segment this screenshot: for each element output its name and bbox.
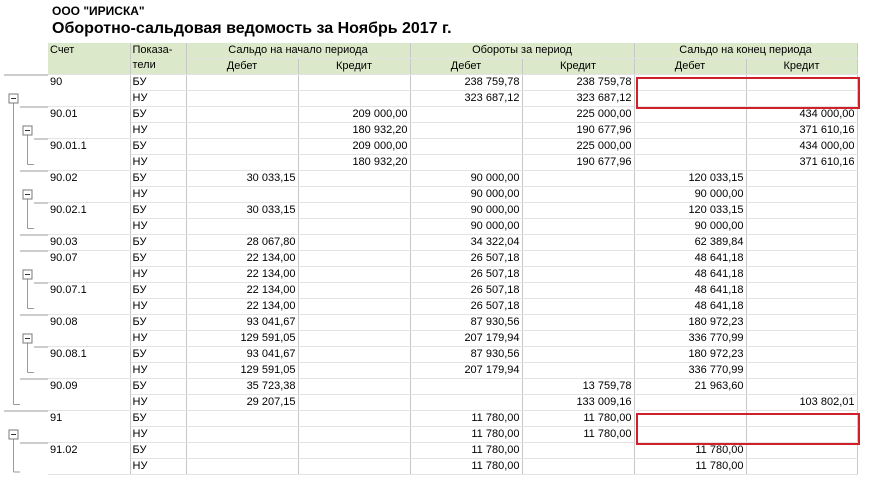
opening-debit-cell: 35 723,38	[186, 379, 298, 395]
closing-credit-cell: 103 802,01	[746, 395, 857, 411]
turnover-debit-cell	[410, 123, 522, 139]
minus-box-icon[interactable]	[9, 430, 18, 439]
turnover-debit-cell	[410, 155, 522, 171]
opening-debit-cell	[186, 91, 298, 107]
turnover-credit-cell	[522, 363, 634, 379]
table-row	[48, 219, 857, 235]
opening-credit-cell	[298, 235, 410, 251]
turnover-debit-cell: 26 507,18	[410, 283, 522, 299]
closing-debit-cell: 48 641,18	[634, 251, 746, 267]
account-code: 90.09	[48, 379, 130, 411]
header-opening-debit: Дебет	[186, 59, 298, 75]
opening-credit-cell	[298, 283, 410, 299]
opening-debit-cell: 22 134,00	[186, 251, 298, 267]
account-code: 90.01.1	[48, 139, 130, 171]
closing-debit-cell: 180 972,23	[634, 347, 746, 363]
opening-debit-cell	[186, 219, 298, 235]
indicator-cell: НУ	[130, 459, 186, 475]
opening-credit-cell: 180 932,20	[298, 123, 410, 139]
turnover-debit-cell: 323 687,12	[410, 91, 522, 107]
indicator-cell: БУ	[130, 107, 186, 123]
highlight-box-91-closing	[636, 413, 860, 445]
indicator-cell: БУ	[130, 283, 186, 299]
header-indicators: Показа- тели	[130, 43, 186, 75]
opening-debit-cell: 29 207,15	[186, 395, 298, 411]
opening-debit-cell	[186, 107, 298, 123]
turnover-credit-cell: 133 009,16	[522, 395, 634, 411]
opening-credit-cell	[298, 267, 410, 283]
opening-debit-cell: 93 041,67	[186, 347, 298, 363]
closing-credit-cell	[746, 331, 857, 347]
indicator-cell: БУ	[130, 139, 186, 155]
closing-credit-cell: 371 610,16	[746, 155, 857, 171]
indicator-cell: БУ	[130, 75, 186, 91]
closing-credit-cell	[746, 267, 857, 283]
closing-debit-cell: 62 389,84	[634, 235, 746, 251]
turnover-debit-cell	[410, 395, 522, 411]
closing-credit-cell	[746, 203, 857, 219]
opening-credit-cell	[298, 347, 410, 363]
turnover-debit-cell: 26 507,18	[410, 267, 522, 283]
turnover-credit-cell	[522, 331, 634, 347]
turnover-credit-cell	[522, 187, 634, 203]
turnover-debit-cell	[410, 379, 522, 395]
header-account: Счет	[48, 43, 130, 75]
closing-debit-cell: 48 641,18	[634, 267, 746, 283]
closing-debit-cell: 336 770,99	[634, 363, 746, 379]
indicator-cell: НУ	[130, 123, 186, 139]
indicator-cell: БУ	[130, 379, 186, 395]
opening-debit-cell	[186, 75, 298, 91]
report-title: Оборотно-сальдовая ведомость за Ноябрь 2017 г.	[52, 20, 452, 37]
opening-credit-cell	[298, 395, 410, 411]
closing-credit-cell	[746, 251, 857, 267]
table-row	[48, 171, 857, 187]
opening-debit-cell	[186, 459, 298, 475]
opening-credit-cell: 209 000,00	[298, 107, 410, 123]
turnover-credit-cell	[522, 171, 634, 187]
opening-debit-cell: 22 134,00	[186, 267, 298, 283]
indicator-cell: НУ	[130, 299, 186, 315]
opening-debit-cell: 93 041,67	[186, 315, 298, 331]
account-code: 90.02	[48, 171, 130, 203]
table-row	[48, 139, 857, 155]
closing-credit-cell	[746, 219, 857, 235]
opening-credit-cell	[298, 251, 410, 267]
opening-credit-cell	[298, 315, 410, 331]
opening-credit-cell	[298, 459, 410, 475]
header-turnover-credit: Кредит	[522, 59, 634, 75]
turnover-debit-cell: 207 179,94	[410, 331, 522, 347]
closing-credit-cell	[746, 459, 857, 475]
opening-credit-cell	[298, 363, 410, 379]
turnover-debit-cell: 87 930,56	[410, 347, 522, 363]
closing-credit-cell	[746, 347, 857, 363]
table-row	[48, 267, 857, 283]
header-closing-credit: Кредит	[746, 59, 857, 75]
turnover-debit-cell: 11 780,00	[410, 411, 522, 427]
closing-debit-cell: 120 033,15	[634, 171, 746, 187]
turnover-debit-cell: 11 780,00	[410, 459, 522, 475]
minus-box-icon[interactable]	[23, 126, 32, 135]
indicator-cell: БУ	[130, 411, 186, 427]
closing-debit-cell: 11 780,00	[634, 459, 746, 475]
turnover-debit-cell: 26 507,18	[410, 251, 522, 267]
opening-debit-cell: 28 067,80	[186, 235, 298, 251]
opening-debit-cell	[186, 411, 298, 427]
organization-name: ООО "ИРИСКА"	[52, 4, 145, 18]
table-row	[48, 203, 857, 219]
closing-credit-cell	[746, 171, 857, 187]
turnover-credit-cell	[522, 299, 634, 315]
turnover-debit-cell: 26 507,18	[410, 299, 522, 315]
indicator-cell: БУ	[130, 235, 186, 251]
opening-debit-cell: 30 033,15	[186, 203, 298, 219]
closing-debit-cell: 90 000,00	[634, 219, 746, 235]
opening-credit-cell	[298, 411, 410, 427]
closing-credit-cell	[746, 363, 857, 379]
closing-debit-cell: 11 780,00	[634, 443, 746, 459]
closing-debit-cell	[634, 155, 746, 171]
turnover-credit-cell: 190 677,96	[522, 155, 634, 171]
closing-debit-cell	[634, 395, 746, 411]
account-code: 90.07.1	[48, 283, 130, 315]
minus-box-icon[interactable]	[9, 94, 18, 103]
account-code: 90.03	[48, 235, 130, 251]
turnover-credit-cell	[522, 251, 634, 267]
tree-panel	[0, 0, 48, 478]
minus-box-icon[interactable]	[23, 270, 32, 279]
turnover-credit-cell	[522, 267, 634, 283]
turnover-debit-cell: 90 000,00	[410, 171, 522, 187]
opening-debit-cell: 30 033,15	[186, 171, 298, 187]
opening-credit-cell: 209 000,00	[298, 139, 410, 155]
table-row	[48, 187, 857, 203]
closing-debit-cell: 180 972,23	[634, 315, 746, 331]
table-row	[48, 235, 857, 251]
closing-credit-cell	[746, 315, 857, 331]
closing-debit-cell: 120 033,15	[634, 203, 746, 219]
opening-debit-cell	[186, 123, 298, 139]
opening-debit-cell: 22 134,00	[186, 299, 298, 315]
header-opening-credit: Кредит	[298, 59, 410, 75]
account-code: 90.08.1	[48, 347, 130, 379]
indicator-cell: НУ	[130, 155, 186, 171]
table-row	[48, 283, 857, 299]
table-row	[48, 155, 857, 171]
indicator-cell: БУ	[130, 203, 186, 219]
turnover-credit-cell: 238 759,78	[522, 75, 634, 91]
turnover-credit-cell	[522, 347, 634, 363]
header-turnover-debit: Дебет	[410, 59, 522, 75]
indicator-cell: БУ	[130, 171, 186, 187]
turnover-debit-cell: 238 759,78	[410, 75, 522, 91]
account-code: 91	[48, 411, 130, 443]
opening-debit-cell: 22 134,00	[186, 283, 298, 299]
indicator-cell: НУ	[130, 363, 186, 379]
account-code: 90.01	[48, 107, 130, 139]
closing-credit-cell	[746, 379, 857, 395]
turnover-debit-cell: 34 322,04	[410, 235, 522, 251]
turnover-debit-cell	[410, 107, 522, 123]
turnover-debit-cell: 90 000,00	[410, 219, 522, 235]
turnover-credit-cell	[522, 235, 634, 251]
turnover-credit-cell: 225 000,00	[522, 107, 634, 123]
opening-credit-cell	[298, 443, 410, 459]
turnover-credit-cell: 190 677,96	[522, 123, 634, 139]
opening-credit-cell	[298, 171, 410, 187]
highlight-box-90-closing	[636, 77, 860, 109]
header-closing-balance: Сальдо на конец периода	[634, 43, 857, 59]
indicator-cell: НУ	[130, 219, 186, 235]
opening-debit-cell	[186, 139, 298, 155]
account-code: 90.08	[48, 315, 130, 347]
turnover-credit-cell	[522, 203, 634, 219]
turnover-credit-cell	[522, 315, 634, 331]
header-opening-balance: Сальдо на начало периода	[186, 43, 410, 59]
table-row	[48, 379, 857, 395]
opening-debit-cell: 129 591,05	[186, 363, 298, 379]
turnover-credit-cell	[522, 443, 634, 459]
closing-debit-cell	[634, 139, 746, 155]
closing-debit-cell: 21 963,60	[634, 379, 746, 395]
table-row	[48, 459, 857, 475]
closing-credit-cell: 434 000,00	[746, 107, 857, 123]
table-row	[48, 123, 857, 139]
indicator-cell: НУ	[130, 267, 186, 283]
opening-credit-cell	[298, 379, 410, 395]
closing-debit-cell: 48 641,18	[634, 299, 746, 315]
turnover-debit-cell: 207 179,94	[410, 363, 522, 379]
indicator-cell: БУ	[130, 347, 186, 363]
header-turnover: Обороты за период	[410, 43, 634, 59]
table-row	[48, 395, 857, 411]
closing-credit-cell: 371 610,16	[746, 123, 857, 139]
opening-credit-cell	[298, 427, 410, 443]
indicator-cell: БУ	[130, 315, 186, 331]
closing-debit-cell	[634, 123, 746, 139]
closing-credit-cell	[746, 235, 857, 251]
opening-debit-cell	[186, 187, 298, 203]
table-row	[48, 331, 857, 347]
turnover-credit-cell	[522, 283, 634, 299]
opening-credit-cell: 180 932,20	[298, 155, 410, 171]
opening-credit-cell	[298, 299, 410, 315]
turnover-debit-cell: 90 000,00	[410, 203, 522, 219]
table-row	[48, 251, 857, 267]
closing-debit-cell: 90 000,00	[634, 187, 746, 203]
indicator-cell: БУ	[130, 443, 186, 459]
indicator-cell: НУ	[130, 395, 186, 411]
table-row	[48, 315, 857, 331]
closing-credit-cell	[746, 299, 857, 315]
opening-credit-cell	[298, 203, 410, 219]
account-code: 91.02	[48, 443, 130, 475]
minus-box-icon[interactable]	[23, 334, 32, 343]
indicator-cell: НУ	[130, 427, 186, 443]
turnover-credit-cell: 225 000,00	[522, 139, 634, 155]
opening-debit-cell: 129 591,05	[186, 331, 298, 347]
closing-credit-cell: 434 000,00	[746, 139, 857, 155]
indicator-cell: БУ	[130, 251, 186, 267]
opening-credit-cell	[298, 91, 410, 107]
turnover-credit-cell	[522, 219, 634, 235]
opening-debit-cell	[186, 155, 298, 171]
turnover-debit-cell: 11 780,00	[410, 427, 522, 443]
table-row	[48, 363, 857, 379]
opening-credit-cell	[298, 75, 410, 91]
account-code: 90.07	[48, 251, 130, 283]
minus-box-icon[interactable]	[23, 190, 32, 199]
header-closing-debit: Дебет	[634, 59, 746, 75]
closing-credit-cell	[746, 187, 857, 203]
table-row	[48, 347, 857, 363]
account-code: 90	[48, 75, 130, 107]
opening-credit-cell	[298, 331, 410, 347]
indicator-cell: НУ	[130, 331, 186, 347]
closing-credit-cell	[746, 283, 857, 299]
account-code: 90.02.1	[48, 203, 130, 235]
opening-credit-cell	[298, 187, 410, 203]
opening-debit-cell	[186, 443, 298, 459]
indicator-cell: НУ	[130, 91, 186, 107]
closing-debit-cell: 336 770,99	[634, 331, 746, 347]
indicator-cell: НУ	[130, 187, 186, 203]
opening-debit-cell	[186, 427, 298, 443]
turnover-debit-cell: 87 930,56	[410, 315, 522, 331]
turnover-credit-cell	[522, 459, 634, 475]
table-row	[48, 299, 857, 315]
turnover-credit-cell: 323 687,12	[522, 91, 634, 107]
turnover-debit-cell: 11 780,00	[410, 443, 522, 459]
closing-debit-cell: 48 641,18	[634, 283, 746, 299]
turnover-debit-cell: 90 000,00	[410, 187, 522, 203]
turnover-credit-cell: 11 780,00	[522, 411, 634, 427]
opening-credit-cell	[298, 219, 410, 235]
turnover-credit-cell: 13 759,78	[522, 379, 634, 395]
turnover-credit-cell: 11 780,00	[522, 427, 634, 443]
turnover-debit-cell	[410, 139, 522, 155]
